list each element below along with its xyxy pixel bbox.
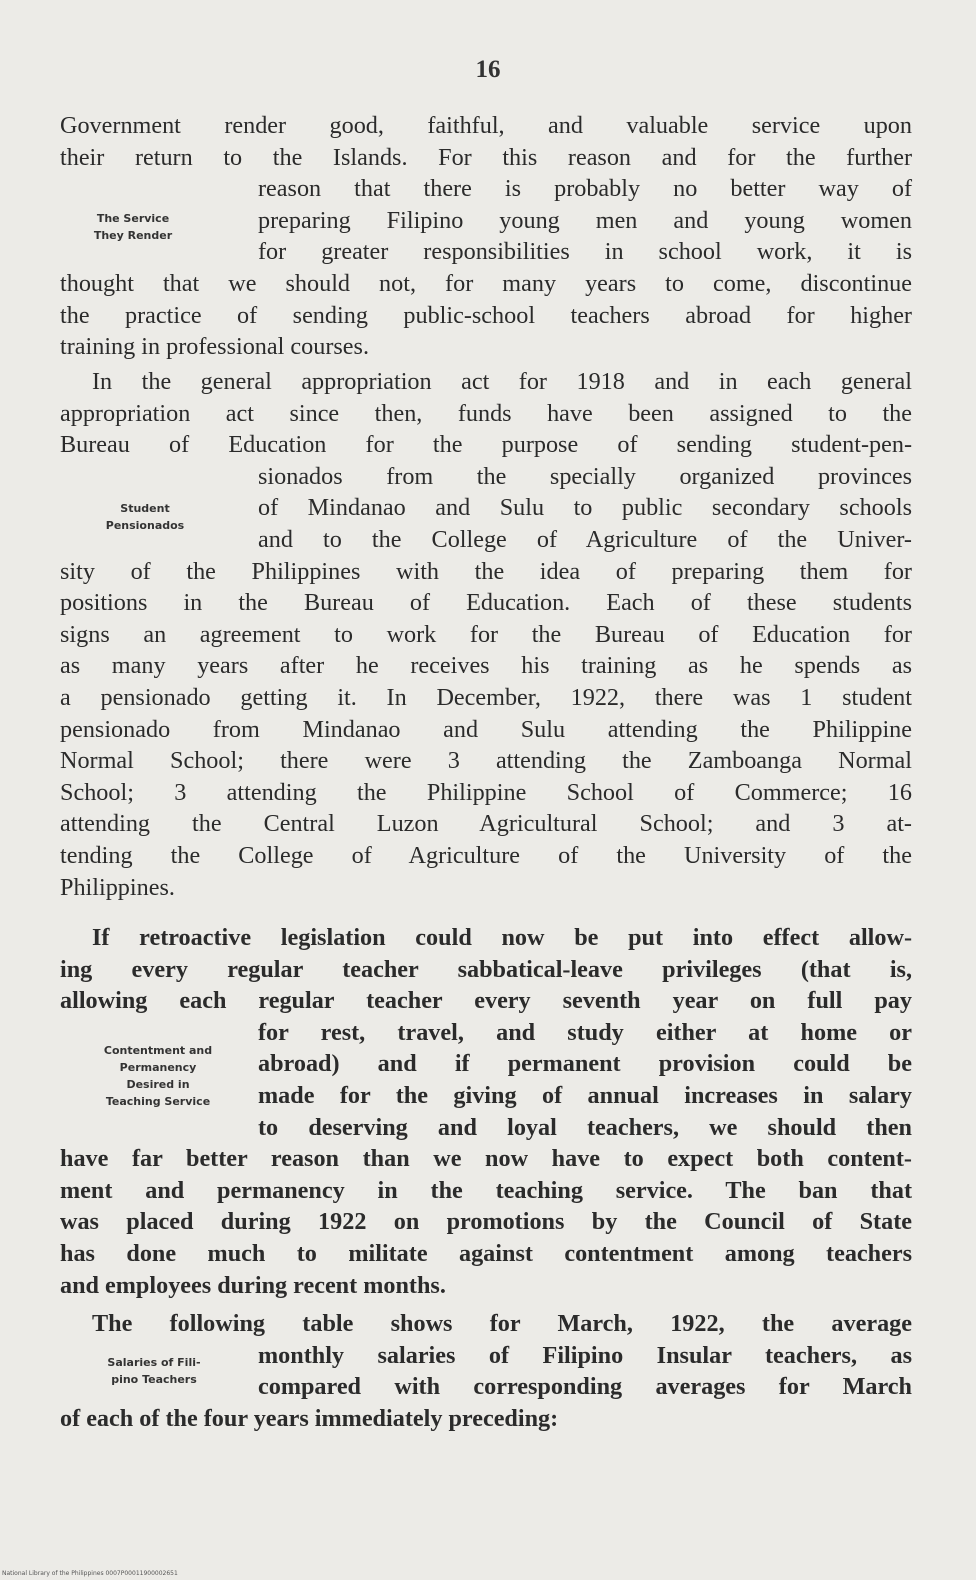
paragraph-pensionados xyxy=(60,366,912,903)
text-line: Normal School; there were 3 attending the Zamboanga Normal xyxy=(60,747,912,775)
text-line: and employees during recent months. xyxy=(60,1271,446,1299)
page-number: 16 xyxy=(475,56,501,83)
text-line: School; 3 attending the Philippine School of Commerce; 16 xyxy=(60,778,912,806)
text-line: of Mindanao and Sulu to public secondary schools xyxy=(258,494,912,522)
text-line: have far better reason than we now have to expect both content- xyxy=(60,1145,912,1173)
margin-note-line: Student xyxy=(120,502,170,515)
text-line: ment and permanency in the teaching service. The ban that xyxy=(60,1176,912,1204)
text-line: preparing Filipino young men and young women xyxy=(258,206,912,234)
text-line: In the general appropriation act for 1918 and in each general xyxy=(92,368,912,395)
text-line: a pensionado getting it. In December, 1922, there was 1 student xyxy=(60,683,912,711)
text-line: sionados from the specially organized provinces xyxy=(258,462,912,490)
text-line: the practice of sending public-school teachers abroad for higher xyxy=(60,301,912,329)
text-line: for rest, travel, and study either at home or xyxy=(258,1018,912,1046)
text-line: signs an agreement to work for the Bureau of Education for xyxy=(60,620,912,648)
text-line: for greater responsibilities in school work, it is xyxy=(258,238,912,266)
text-line: as many years after he receives his training as he spends as xyxy=(60,652,912,680)
text-line: to deserving and loyal teachers, we should then xyxy=(258,1113,912,1141)
paragraph-salaries xyxy=(60,1308,912,1434)
text-line: thought that we should not, for many years to come, discontinue xyxy=(60,269,912,297)
text-line: compared with corresponding averages for March xyxy=(258,1373,912,1401)
text-line: their return to the Islands. For this reason and for the further xyxy=(60,143,912,171)
margin-note-line: Teaching Service xyxy=(105,1095,211,1108)
margin-note-line: Pensionados xyxy=(105,519,185,532)
margin-note-line: Contentment and xyxy=(103,1044,213,1057)
library-footer: National Library of the Philippines 0007P00011900002651 xyxy=(2,1570,178,1577)
text-line: tending the College of Agriculture of the University of the xyxy=(60,841,912,869)
text-line: positions in the Bureau of Education. Each of these students xyxy=(60,589,912,617)
text-line: If retroactive legislation could now be put into effect allow- xyxy=(92,924,912,951)
text-line: pensionado from Mindanao and Sulu attending the Philippine xyxy=(60,715,912,743)
text-line: made for the giving of annual increases in salary xyxy=(258,1081,912,1109)
text-line: has done much to militate against contentment among teachers xyxy=(60,1239,912,1267)
margin-note-line: pino Teachers xyxy=(111,1373,197,1386)
paragraph-service xyxy=(60,110,912,363)
text-line: monthly salaries of Filipino Insular teachers, as xyxy=(258,1341,912,1369)
text-line: training in professional courses. xyxy=(60,333,369,361)
margin-note-line: The Service xyxy=(96,212,170,225)
text-line: and to the College of Agriculture of the Univer- xyxy=(258,525,912,553)
text-line: The following table shows for March, 1922, the average xyxy=(92,1310,912,1337)
text-line: abroad) and if permanent provision could be xyxy=(258,1050,912,1078)
margin-note-line: Desired in xyxy=(126,1078,190,1091)
text-line: attending the Central Luzon Agricultural School; and 3 at- xyxy=(60,810,912,838)
text-line: of each of the four years immediately preceding: xyxy=(60,1404,559,1432)
text-line: Government render good, faithful, and valuable service upon xyxy=(60,112,912,139)
text-line: Bureau of Education for the purpose of sending student-pen- xyxy=(60,431,912,459)
text-line: sity of the Philippines with the idea of preparing them for xyxy=(60,557,912,585)
text-line: allowing each regular teacher every seventh year on full pay xyxy=(60,987,912,1015)
text-line: reason that there is probably no better way of xyxy=(258,175,912,203)
text-line: Philippines. xyxy=(60,873,175,901)
margin-note-line: They Render xyxy=(93,229,173,242)
margin-note-line: Permanency xyxy=(119,1061,197,1074)
text-line: ing every regular teacher sabbatical-leave privileges (that is, xyxy=(60,955,912,983)
text-line: was placed during 1922 on promotions by the Council of State xyxy=(60,1208,912,1236)
paragraph-contentment xyxy=(60,922,912,1301)
text-line: appropriation act since then, funds have been assigned to the xyxy=(60,399,912,427)
margin-note-line: Salaries of Fili- xyxy=(107,1356,201,1369)
